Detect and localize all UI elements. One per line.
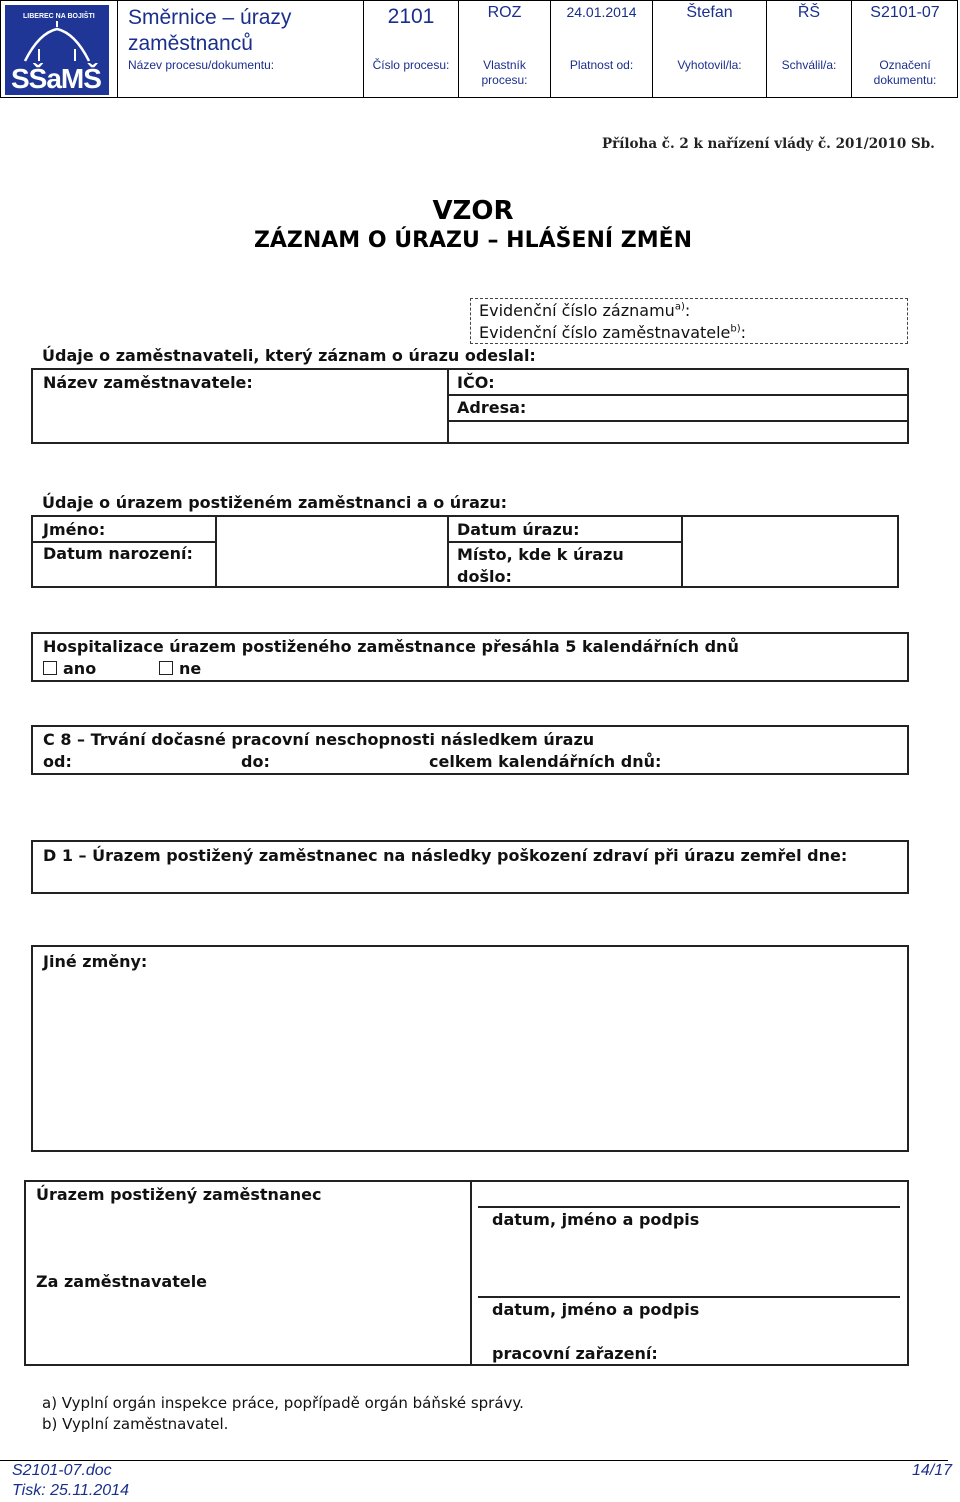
process-owner-label: Vlastník procesu: xyxy=(481,58,528,87)
signature-table xyxy=(24,1180,909,1366)
cell-doc-id xyxy=(851,1,958,97)
evidence-box xyxy=(470,298,908,344)
logo-caption: LIBEREC NA BOJIŠTI xyxy=(23,13,95,20)
footer-divider xyxy=(0,1460,948,1461)
cell-title xyxy=(117,1,363,97)
form-title: ZÁZNAM O ÚRAZU – HLÁŠENÍ ZMĚN xyxy=(253,228,693,253)
incapacity-total-label: celkem kalendářních dnů: xyxy=(429,752,662,771)
process-title-label: Název procesu/dokumentu: xyxy=(128,58,275,72)
position-label: pracovní zařazení: xyxy=(492,1344,658,1363)
hospitalization-yes[interactable]: ano xyxy=(43,659,96,678)
hospitalization-no[interactable]: ne xyxy=(159,659,201,678)
address-label: Adresa: xyxy=(457,398,527,417)
ico-label: IČO: xyxy=(457,373,495,392)
footer-page-number: 14/17 xyxy=(911,1462,952,1479)
valid-from-label: Platnost od: xyxy=(569,58,634,72)
yes-checkbox[interactable] xyxy=(43,661,57,675)
valid-from: 24.01.2014 xyxy=(566,4,637,20)
cell-owner xyxy=(458,1,550,97)
employer-sign-label: Za zaměstnavatele xyxy=(36,1272,208,1291)
hospitalization-label: Hospitalizace úrazem postiženého zaměstnance přesáhla 5 kalendářních dnů xyxy=(43,637,739,656)
document-header xyxy=(0,0,958,98)
attachment-note: Příloha č. 2 k nařízení vlády č. 201/2010 Sb. xyxy=(602,136,935,152)
approver: ŘŠ xyxy=(797,4,821,21)
death-label: D 1 – Úrazem postižený zaměstnanec na následky poškození zdraví při úrazu zemřel dne: xyxy=(43,846,848,865)
footer-print-date: Tisk: 25.11.2014 xyxy=(12,1482,129,1499)
incapacity-to-label: do: xyxy=(241,752,270,771)
death-box xyxy=(31,840,909,894)
author-label: Vyhotovil/la: xyxy=(677,58,742,72)
injury-place-label: Místo, kde k úrazu došlo: xyxy=(457,545,624,586)
employee-sign-label: Úrazem postižený zaměstnanec xyxy=(36,1185,322,1204)
document-id: S2101-07 xyxy=(870,4,940,21)
injury-date-label: Datum úrazu: xyxy=(457,520,580,539)
process-owner: ROZ xyxy=(487,4,522,21)
employee-sign-caption: datum, jméno a podpis xyxy=(492,1210,700,1229)
school-logo xyxy=(5,5,109,95)
document-id-label: Označení dokumentu: xyxy=(873,58,937,87)
logo-emblem-icon xyxy=(19,19,95,63)
evidence-employer-label: Evidenční číslo zaměstnavatele$^{b)}$: xyxy=(479,323,747,342)
evidence-record-label: Evidenční číslo záznamu$^{a)}$: xyxy=(479,301,691,320)
hospitalization-box xyxy=(31,632,909,682)
employer-sign-caption: datum, jméno a podpis xyxy=(492,1300,700,1319)
process-title: Směrnice – úrazy zaměstnanců xyxy=(128,6,292,55)
form-title-sample: VZOR xyxy=(432,196,514,226)
incapacity-box xyxy=(31,725,909,775)
incapacity-from-label: od: xyxy=(43,752,72,771)
cell-approver xyxy=(766,1,851,97)
employer-table xyxy=(31,368,909,444)
other-changes-box xyxy=(31,945,909,1152)
name-label: Jméno: xyxy=(43,520,106,539)
cell-number xyxy=(363,1,458,97)
employer-name-label: Název zaměstnavatele: xyxy=(43,373,253,392)
no-checkbox[interactable] xyxy=(159,661,173,675)
injury-table xyxy=(31,515,899,588)
author: Štefan xyxy=(686,4,733,21)
process-number: 2101 xyxy=(387,5,435,28)
birth-date-label: Datum narození: xyxy=(43,544,193,563)
logo-text: SŠaMŠ xyxy=(11,63,101,94)
incapacity-label: C 8 – Trvání dočasné pracovní neschopnosti následkem úrazu xyxy=(43,730,595,749)
footnote-b: b) Vyplní zaměstnavatel. xyxy=(42,1415,229,1433)
other-changes-label: Jiné změny: xyxy=(43,952,148,971)
employer-heading: Údaje o zaměstnavateli, který záznam o úrazu odeslal: xyxy=(42,346,536,365)
footer-filename: S2101-07.doc xyxy=(12,1462,112,1479)
cell-author xyxy=(652,1,766,97)
process-number-label: Číslo procesu: xyxy=(372,58,450,72)
injury-heading: Údaje o úrazem postiženém zaměstnanci a o úrazu: xyxy=(42,493,507,512)
footnote-a: a) Vyplní orgán inspekce práce, popřípadě orgán báňské správy. xyxy=(42,1394,524,1412)
cell-valid xyxy=(550,1,652,97)
approver-label: Schválil/a: xyxy=(781,58,837,72)
